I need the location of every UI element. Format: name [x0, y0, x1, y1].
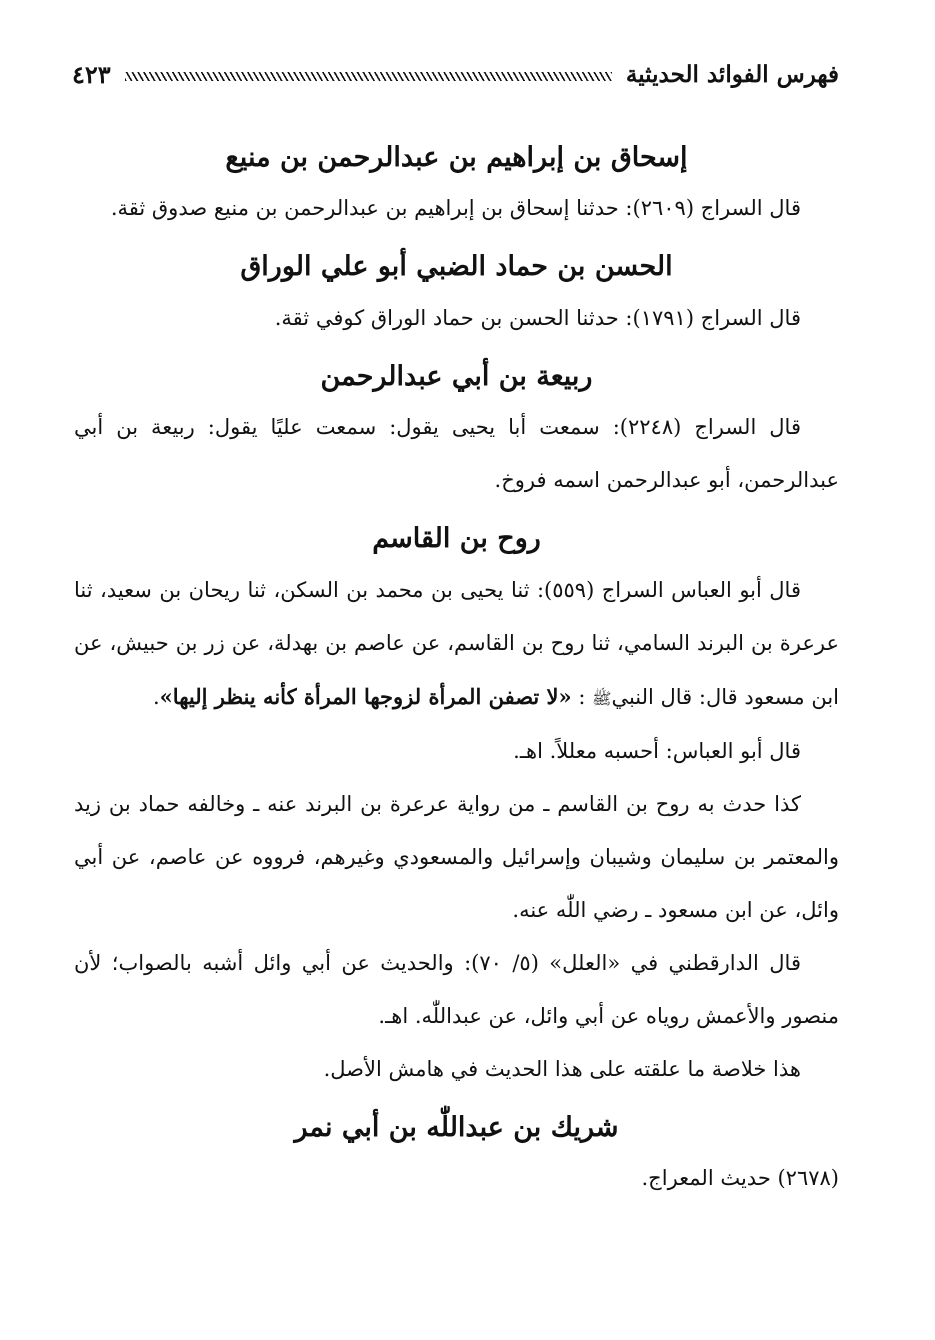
paragraph-text: قال أبو العباس السراج (٥٥٩): ثنا يحيى بن محمد بن السكن، ثنا ريحان بن سعيد، ثنا عرعرة بن البرند السامي، ثنا روح بن القاسم، عن عاصم بن بهدلة، عن زر بن حبيش، عن ابن مسعود قال: قال النبي [74, 577, 839, 709]
entry-paragraph: (٢٦٧٨) حديث المعراج. [641, 1166, 839, 1191]
entry-heading: روح بن القاسم [372, 523, 541, 555]
entry-paragraph [74, 564, 839, 725]
entry-paragraph: قال أبو العباس: أحسبه معللاً. اهـ. [513, 738, 801, 763]
salutation-symbol: ﷺ [592, 688, 612, 708]
entry-paragraph: كذا حدث به روح بن القاسم ـ من رواية عرعرة بن البرند عنه ـ وخالفه حماد بن زيد والمعتمر بن سليمان وشيبان وإسرائيل والمسعودي وغيرهم، فرووه عن عاصم، عن أبي وائل، عن ابن مسعود ـ رضي اللّٰه عنه. [74, 791, 839, 922]
entry-paragraph: قال السراج (٢٦٠٩): حدثنا إسحاق بن إبراهيم بن عبدالرحمن بن منيع صدوق ثقة. [110, 196, 801, 221]
entry-heading: الحسن بن حماد الضبي أبو علي الوراق [240, 251, 673, 283]
colon: : [571, 684, 593, 709]
entry-paragraph: هذا خلاصة ما علقته على هذا الحديث في هامش الأصل. [323, 1056, 801, 1081]
entry [74, 1110, 839, 1205]
entry-paragraph: قال السراج (١٧٩١): حدثنا الحسن بن حماد الوراق كوفي ثقة. [274, 305, 801, 330]
period: . [152, 684, 160, 709]
entry-heading: إسحاق بن إبراهيم بن عبدالرحمن بن منيع [225, 142, 688, 173]
running-header [72, 56, 839, 92]
entry [74, 521, 839, 1095]
header-title: فهرس الفوائد الحديثية [625, 60, 839, 88]
hadith-quote: «لا تصفن المرأة لزوجها المرأة كأنه ينظر إليها» [159, 683, 572, 709]
entry-heading: شريك بن عبداللّٰه بن أبي نمر [294, 1111, 619, 1143]
page-content [74, 128, 839, 1205]
entry-heading: ربيعة بن أبي عبدالرحمن [320, 360, 593, 392]
header-decorative-rule [125, 72, 612, 81]
entry [74, 359, 839, 507]
page-number: ٤٢٣ [72, 59, 111, 89]
entry [74, 140, 839, 235]
entry-paragraph: قال السراج (٢٢٤٨): سمعت أبا يحيى يقول: سمعت عليًا يقول: ربيعة بن أبي عبدالرحمن، أبو عبدالرحمن اسمه فروخ. [74, 415, 839, 493]
entry-paragraph: قال الدارقطني في «العلل» (٥/ ٧٠): والحديث عن أبي وائل أشبه بالصواب؛ لأن منصور والأعمش روياه عن أبي وائل، عن عبداللّٰه. اهـ. [74, 950, 839, 1028]
entry [74, 249, 839, 344]
